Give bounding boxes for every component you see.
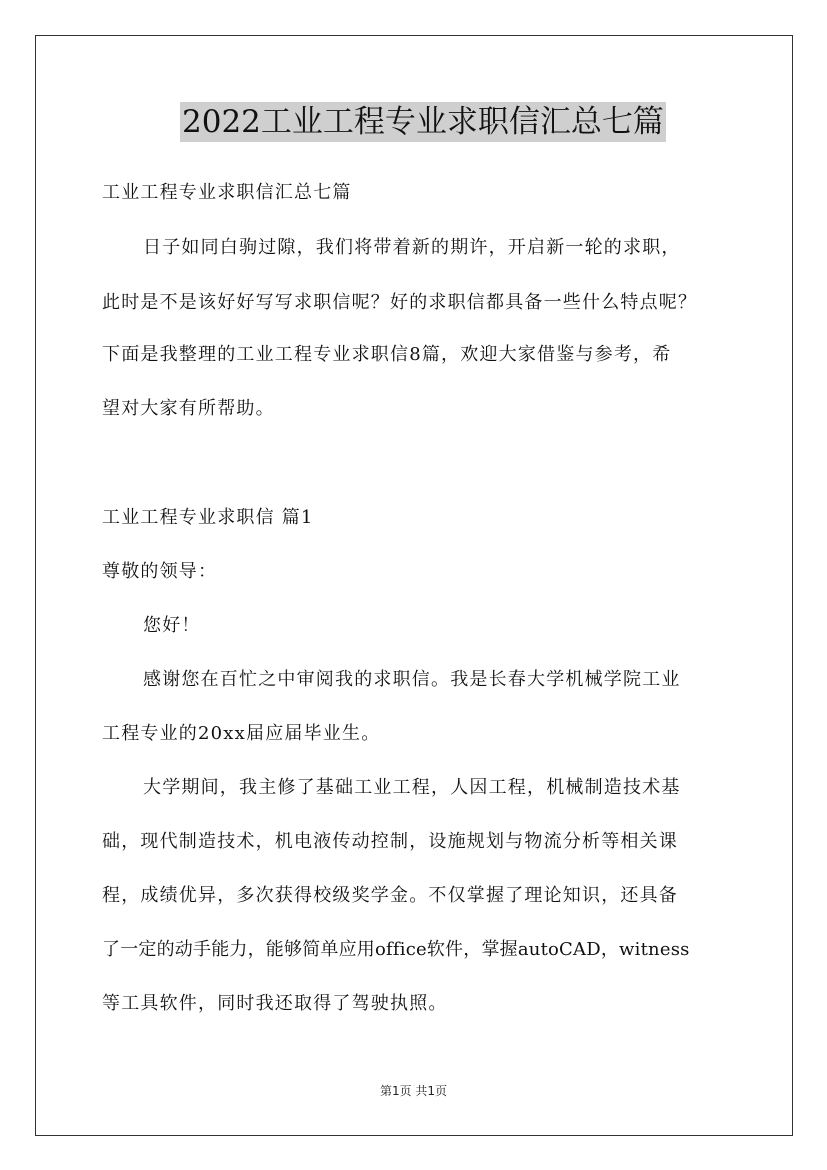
intro-line-3: 下面是我整理的工业工程专业求职信8篇，欢迎大家借鉴与参考，希 <box>102 344 672 365</box>
body-line-7: 等工具软件，同时我还取得了驾驶执照。 <box>102 993 448 1014</box>
salutation: 尊敬的领导： <box>102 561 218 582</box>
greeting: 您好！ <box>143 615 201 636</box>
body-line-1: 感谢您在百忙之中审阅我的求职信。我是长春大学机械学院工业 <box>143 669 681 690</box>
page-footer: 第1页 共1页 <box>379 1084 448 1098</box>
intro-line-4: 望对大家有所帮助。 <box>102 398 275 419</box>
body-line-3: 大学期间，我主修了基础工业工程，人因工程，机械制造技术基 <box>143 777 681 798</box>
section-heading: 工业工程专业求职信 篇1 <box>102 507 314 528</box>
body-line-5: 程，成绩优异，多次获得校级奖学金。不仅掌握了理论知识，还具备 <box>102 885 678 906</box>
body-line-4: 础，现代制造技术，机电液传动控制，设施规划与物流分析等相关课 <box>102 831 678 852</box>
intro-line-2: 此时是不是该好好写写求职信呢？好的求职信都具备一些什么特点呢？ <box>102 292 698 313</box>
document-subtitle: 工业工程专业求职信汇总七篇 <box>102 182 352 203</box>
body-line-2: 工程专业的20xx届应届毕业生。 <box>102 723 381 744</box>
document-title: 2022工业工程专业求职信汇总七篇 <box>182 104 664 140</box>
body-line-6: 了一定的动手能力，能够简单应用office软件，掌握autoCAD，witness <box>102 939 690 960</box>
intro-line-1: 日子如同白驹过隙，我们将带着新的期许，开启新一轮的求职， <box>143 237 681 258</box>
